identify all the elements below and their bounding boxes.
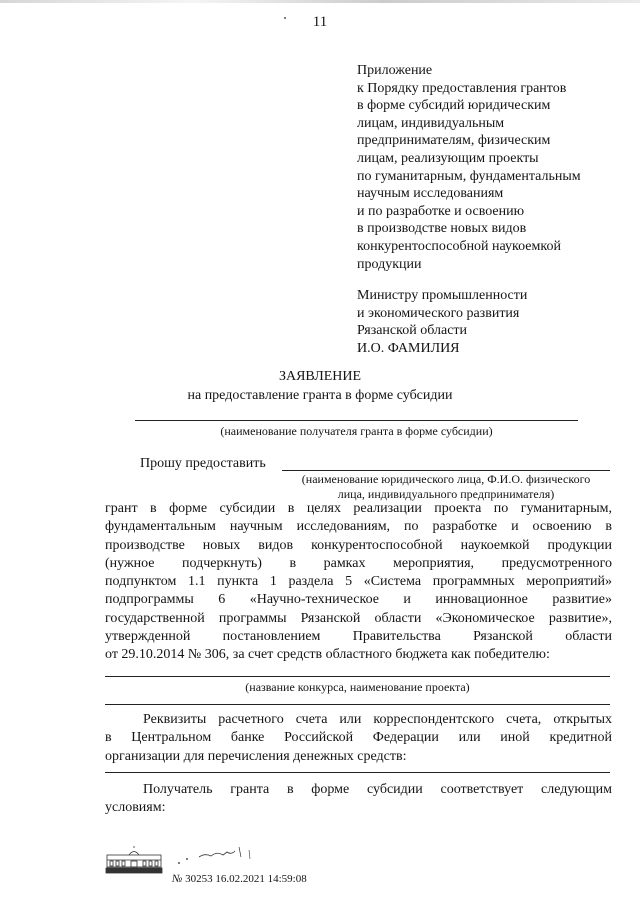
- requisites-fill-line: [105, 772, 610, 773]
- appendix-line: продукции: [357, 256, 422, 272]
- appendix-line: лицам, индивидуальным: [357, 115, 505, 131]
- appendix-block: [357, 62, 627, 273]
- addressee-line: Министру промышленности: [357, 288, 528, 303]
- appendix-line: лицам, реализующим проекты: [357, 150, 539, 166]
- appendix-line: по гуманитарным, фундаментальным: [357, 168, 581, 184]
- body-line: подпрограммы 6 «Научно-техническое и инновационное развитие»: [105, 592, 612, 608]
- entity-fill-line: [282, 470, 610, 471]
- requisites-line: Реквизиты расчетного счета или корреспондентского счета, открытых: [143, 712, 612, 727]
- body-line: производстве новых видов конкурентоспособной наукоемкой продукции: [105, 537, 612, 553]
- scan-speck: [284, 17, 286, 19]
- document-subtitle: на предоставление гранта в форме субсидии: [187, 388, 453, 403]
- conditions-line: Получатель гранта в форме субсидии соответствует следующим: [143, 782, 612, 797]
- contest-fill-line: [105, 676, 610, 677]
- body-line: от 29.10.2014 № 306, за счет средств областного бюджета как победителю:: [105, 647, 550, 663]
- addressee-block: [357, 287, 627, 357]
- body-line: государственной программы Рязанской области «Экономическое развитие»,: [105, 610, 612, 626]
- body-line: утвержденной постановлением Правительства Рязанской области: [105, 629, 612, 645]
- addressee-line: И.О. ФАМИЛИЯ: [357, 340, 460, 356]
- requisites-paragraph: [105, 711, 612, 766]
- entity-caption-line-2: лица, индивидуального предпринимателя): [337, 487, 555, 501]
- entity-caption-line-1: (наименование юридического лица, Ф.И.О. физического: [301, 472, 591, 486]
- addressee-line: Рязанской области: [357, 323, 468, 339]
- appendix-line: в форме субсидий юридическим: [357, 98, 551, 114]
- building-stamp-icon: [105, 846, 163, 874]
- conditions-line: условиям:: [105, 800, 166, 816]
- appendix-line: конкурентоспособной наукоемкой: [357, 238, 561, 254]
- conditions-paragraph: [105, 781, 612, 818]
- requisites-line: в Центральном банке Российской Федерации или иной кредитной: [105, 730, 612, 746]
- registration-number: 30253: [185, 873, 213, 885]
- ask-label: Прошу предоставить: [140, 456, 266, 471]
- appendix-line: предпринимателям, физическим: [357, 133, 551, 149]
- document-title: ЗАЯВЛЕНИЕ: [278, 369, 362, 384]
- contest-fill-line-2: [105, 704, 610, 705]
- body-line: (нужное подчеркнуть) в рамках мероприятия, предусмотренного: [105, 555, 612, 571]
- registration-datetime: 16.02.2021 14:59:08: [215, 873, 307, 885]
- request-body: [105, 500, 612, 665]
- addressee-line: и экономического развития: [357, 305, 520, 321]
- appendix-line: в производстве новых видов: [357, 221, 527, 237]
- appendix-line: научным исследованиям: [357, 186, 504, 202]
- body-line: фундаментальным научным исследованиям, по разработке и освоению в: [105, 519, 612, 535]
- body-line: подпунктом 1.1 пункта 1 раздела 5 «Система программных мероприятий»: [105, 574, 612, 590]
- requisites-line: организации для перечисления денежных средств:: [105, 748, 407, 764]
- body-line: грант в форме субсидии в целях реализации проекта по гуманитарным,: [105, 501, 612, 516]
- signature-scribble: [195, 843, 255, 863]
- registration-stamp: [172, 873, 307, 885]
- recipient-fill-line: [135, 420, 578, 421]
- scan-speck: [186, 858, 188, 860]
- page-number: 11: [312, 14, 328, 30]
- appendix-line: Приложение: [357, 63, 433, 78]
- registration-number-label: №: [172, 873, 183, 885]
- scan-edge: [0, 0, 640, 3]
- scan-speck: [178, 862, 180, 864]
- contest-caption: (название конкурса, наименование проекта): [245, 680, 470, 694]
- appendix-line: к Порядку предоставления грантов: [357, 80, 567, 96]
- appendix-line: и по разработке и освоению: [357, 203, 525, 219]
- recipient-caption: (наименование получателя гранта в форме субсидии): [220, 424, 493, 438]
